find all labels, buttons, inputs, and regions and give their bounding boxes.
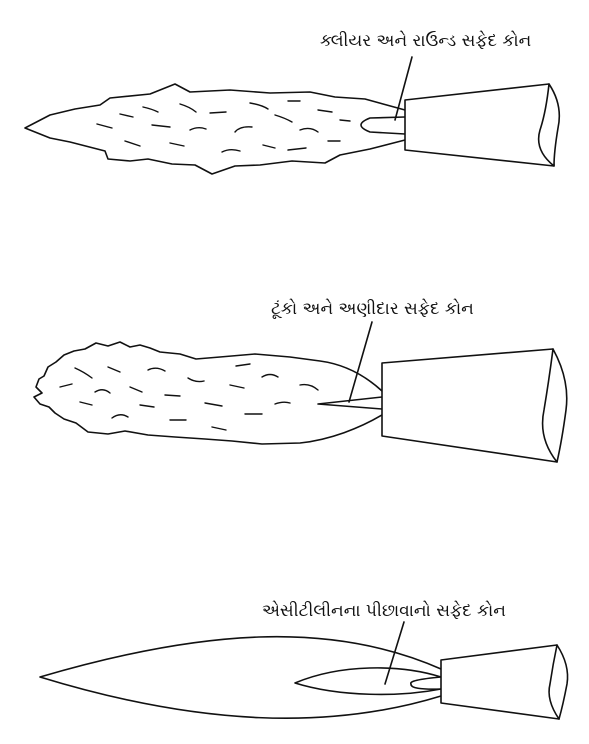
flame-3-leader-line — [385, 622, 404, 684]
flame-3-inner-cone — [411, 677, 441, 689]
flame-3-outer-envelope — [40, 637, 441, 719]
flame-3 — [40, 600, 568, 719]
flame-1-texture — [97, 101, 350, 152]
flame-3-label: એસીટીલીનના પીછાવાનો સફેદ કોન — [262, 601, 506, 621]
flame-3-feather-cone — [295, 668, 441, 695]
flame-1-nozzle-tip — [405, 84, 554, 166]
flame-1-outer-envelope — [25, 84, 405, 174]
flame-2-outer-envelope — [34, 342, 382, 444]
flame-2 — [34, 298, 567, 462]
flame-3-nozzle-tip — [441, 645, 559, 719]
flame-2-leader-line — [349, 322, 372, 402]
flame-1-inner-cone — [361, 117, 405, 134]
flame-2-texture — [60, 364, 318, 430]
flame-1-label: ક્લીયર અને રાઉન્ડ સફેદ કોન — [320, 31, 532, 51]
flame-2-label: ટૂંકો અને અણીદાર સફેદ કોન — [271, 299, 474, 319]
flame-2-nozzle-tip — [382, 349, 557, 462]
flame-1 — [25, 30, 559, 174]
